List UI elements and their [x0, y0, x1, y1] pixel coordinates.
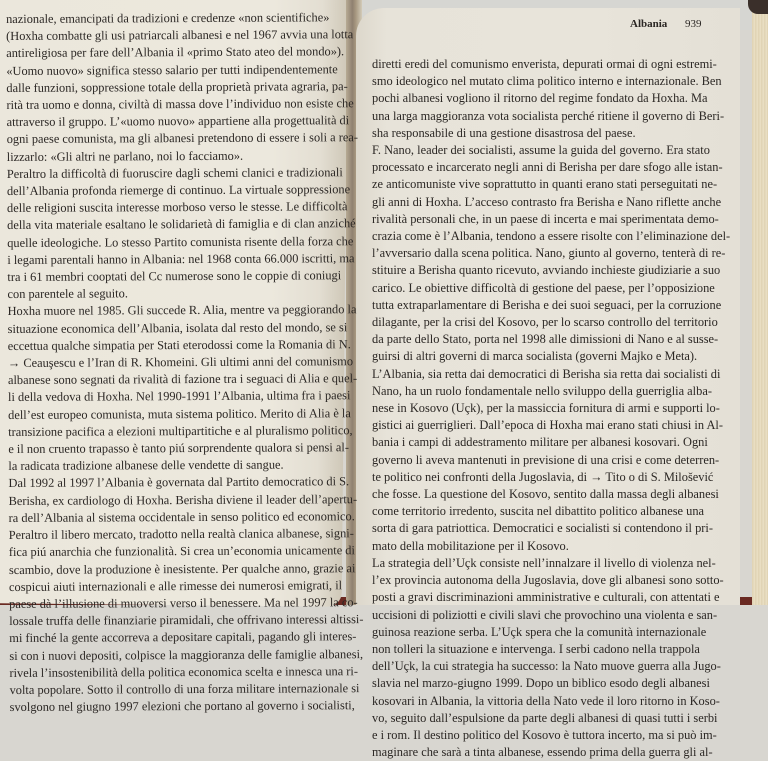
page-number: 939 — [685, 18, 702, 30]
text-line: svolgono nel giugno 1997 elezioni che portano al governo i socialisti, — [9, 698, 355, 715]
text-line: stituire a Berisha quanto ricevuto, avviando inchieste giudiziarie a suo — [372, 263, 721, 278]
text-line: bania i campi di addestramento militare per albanesi kosovari. Ogni — [372, 435, 708, 450]
text-line: Peraltro il libero mercato, tradotto nella realtà clanica albanese, signi- — [8, 526, 354, 543]
text-line: situazione economica dell’Albania, isolata dal resto del mondo, se si — [7, 319, 348, 336]
text-line: tra i 61 membri cooptati del Cc numerose sono le coppie di coniugi — [7, 268, 342, 285]
text-line: da parte dello Stato, porta nel 1998 alle dimissioni di Nano e al susse- — [372, 332, 719, 347]
text-line: crazia come è l’Albania, tendono a essere risolte con l’eliminazione del- — [372, 229, 731, 244]
text-line: nese in Kosovo (Uçk), per la massiccia fornitura di armi e supporti lo- — [372, 401, 720, 416]
text-line: i legami parentali hanno in Albania: nel 1968 conta 66.000 iscritti, ma — [7, 251, 355, 267]
text-line: eccettua qualche simpatia per Stati eterodossi come la Romania di N. — [7, 337, 351, 353]
text-line: Dal 1992 al 1997 l’Albania è governata dal Partito democratico di S. — [8, 474, 350, 491]
text-line: uccisioni di poliziotti e civili slavi che provochino una violenta e san- — [372, 607, 718, 622]
text-line: te politico nei confronti della Jugoslavia, di → Tito o di S. Milošević — [372, 469, 714, 484]
text-line: smo ideologico nel mutato clima politico interno e internazionale. Ben — [372, 74, 722, 89]
text-line: gli anni di Hoxha. L’acceso contrasto fra Berisha e Nano riflette anche — [372, 194, 722, 209]
text-line: tutta extraparlamentare di Berisha e dei suoi seguaci, per la corruzione — [372, 297, 722, 312]
text-line: kosovari in Albania, la vittoria della Nato vede il loro ritorno in Koso- — [372, 693, 720, 708]
text-line: Berisha, ex cardiologo di Hoxha. Berisha diviene il leader dell’apertu- — [8, 491, 358, 508]
text-line: mato della mobilitazione per il Kosovo. — [372, 538, 569, 553]
text-line: guirsi di altri governi di marca socialista (governi Majko e Meta). — [372, 349, 698, 364]
page-stack-edges — [752, 10, 768, 605]
text-line: governo li aveva mantenuti in previsione di una crisi e come deterren- — [372, 452, 720, 467]
text-line: processato e incarcerato negli anni di Berisha per dare sfogo alle istan- — [372, 160, 723, 175]
text-line: li della vedova di Hoxha. Nel 1990-1991 l’Albania, ultima fra i paesi — [7, 388, 351, 405]
text-line: gistici ai guerriglieri. Dall’epoca di Hoxha mai erano stati chiusi in Al- — [372, 418, 723, 433]
left-page-text — [6, 9, 364, 716]
text-line: rivela l’insostenibilità della politica economica scelta e innesca una ri- — [9, 663, 359, 680]
text-line: ze anticomuniste vive soprattutto in quanti erano stati perseguitati ne- — [372, 177, 718, 192]
text-line: rità tra uomo e donna, civiltà di massa dove l’individuo non esiste che — [6, 96, 354, 113]
text-line: lizzarlo: «Gli altri ne parlano, noi lo facciamo». — [6, 148, 244, 164]
text-line: albanese sono segnati da rivalità di fazione tra i seguaci di Alia e quel- — [7, 371, 358, 388]
text-line: pochi albanesi vogliono il ritorno del regime fondato da Hoxha. Ma — [372, 91, 708, 106]
text-line: scambio, dove la produzione è inesistente. Per qualche anno, grazie ai — [8, 560, 356, 577]
text-line: dalle funzioni, soppressione totale della proprietà privata agraria, pa- — [6, 79, 348, 95]
text-line: dell’est europeo comunista, muta sistema politico. Merito di Alia è la — [8, 405, 351, 422]
text-line: carico. Le obiettive difficoltà di gestione del paese, per l’opposizione — [372, 280, 715, 295]
text-line: slavia nel marzo-giugno 1999. Dopo un biblico esodo degli albanesi — [372, 676, 710, 691]
text-line: nazionale, emancipati da tradizioni e credenze «non scientifiche» — [6, 10, 330, 26]
text-line: l’ex provincia autonoma della Jugoslavia, dove gli albanesi sono sotto- — [372, 573, 724, 588]
text-line: maginare che sarà a tinta albanese, essendo prima della guerra gli al- — [372, 745, 713, 760]
text-line: Peraltro la difficoltà di fuoruscire dagli schemi clanici e tradizionali — [6, 165, 343, 181]
text-line: vo, seguito dall’espulsione da parte degli albanesi di quasi tutti i serbi — [372, 710, 718, 725]
text-line: ra dell’Albania al sistema occidentale in senso politico ed economico. — [8, 509, 355, 525]
text-line: dell’Albania profonda riemerge di continuo. La virtuale soppressione — [6, 182, 351, 199]
text-line: «Uomo nuovo» significa stesso salario per tutti indipendentemente — [6, 61, 338, 78]
text-line: transizione pacifica a elezioni multipartitiche e al pluralismo politico, — [8, 423, 353, 439]
text-line: posti a gravi discriminazioni amministrative e culturali, con attentati e — [372, 590, 720, 605]
book-cover-corner — [748, 0, 768, 14]
text-line: Hoxha muore nel 1985. Gli succede R. Alia, mentre va peggiorando la — [7, 302, 357, 319]
text-line: l’avversario dalla scena politica. Nano, giunto al governo, tenterà di re- — [372, 246, 726, 261]
text-line: quelle ideologiche. Lo stesso Partito comunista risente della forza che — [7, 233, 354, 250]
text-line: guinosa reazione serba. L’Uçk spera che la comunità internazionale — [372, 624, 707, 639]
text-line: (Hoxha combatte gli usi patriarcali albanesi e nel 1967 avvia una lotta — [6, 27, 354, 44]
right-page-text — [372, 56, 730, 761]
text-line: che fosse. La questione del Kosovo, sentito dalla massa degli albanesi — [372, 487, 719, 502]
text-line: dell’Uçk, la cui strategia ha successo: la Nato muove guerra alla Jugo- — [372, 659, 721, 674]
text-line: con parentele al seguito. — [7, 286, 128, 302]
text-line: L’Albania, sia retta dai democratici di Berisha sia retta dai socialisti di — [372, 366, 721, 381]
text-line: antireligiosa per fare dell’Albania il «primo Stato ateo del mondo»). — [6, 44, 345, 61]
text-line: F. Nano, leader dei socialisti, assume la guida del governo. Era stato — [372, 143, 710, 158]
text-line: e il non cruento trapasso è tanto piú sorprendente qualora si pensi al- — [8, 440, 349, 457]
text-line: fica piú anarchia che funzionalità. Si crea un’economia unicamente di — [8, 543, 355, 560]
text-line: rivalità personali che, in un paese di incerta e mai sperimentata demo- — [372, 211, 719, 226]
text-line: lossale truffa delle finanziarie piramidali, che offrivano interessi altissi- — [9, 612, 364, 629]
text-line: mi finché la gente accorreva a depositare capitali, pagando gli interes- — [9, 629, 357, 646]
text-line: sha responsabile di una gestione disastrosa del paese. — [372, 125, 636, 140]
text-line: paese dà l’illusione di muoversi verso il benessere. Ma nel 1997 la co- — [9, 595, 358, 611]
text-line: si con i nuovi depositi, colpisce la maggioranza delle famiglie albanesi, — [9, 646, 364, 663]
text-line: volta popolare. Sotto il controllo di una forza militare internazionale si — [9, 681, 360, 697]
text-line: delle religioni suscita interesse morboso verso le stesse. Le difficoltà — [6, 199, 348, 216]
text-line: diretti eredi del comunismo enverista, depurati ormai di ogni estremi- — [372, 57, 717, 71]
text-line: La strategia dell’Uçk consiste nell’innalzare il livello di violenza nel- — [372, 555, 716, 570]
text-line: attraverso il gruppo. L’«uomo nuovo» appartiene alla progettualità di — [6, 113, 350, 130]
text-line: cospicui aiuti internazionali e alle rimesse dei numerosi emigrati, il — [8, 577, 343, 594]
text-line: come territorio irredento, suscita nel dibattito politico albanese una — [372, 504, 705, 519]
text-line: e i rom. Il destino politico del Kosovo è tuttora incerto, ma si può im- — [372, 727, 717, 742]
text-line: sorta di gara patriottica. Democratici e socialisti si contendono il pri- — [372, 521, 713, 536]
text-line: non tolleri la situazione e intervenga. I serbi cadono nella trappola — [372, 641, 700, 656]
text-line: Nano, ha un ruolo fondamentale nello sviluppo della guerriglia alba- — [372, 383, 712, 398]
text-line: dilagante, per la crisi del Kosovo, per lo scarso controllo del territorio — [372, 315, 718, 330]
text-line: → Ceauşescu e l’Iran di R. Khomeini. Gli ultimi anni del comunismo — [7, 354, 354, 371]
text-line: una larga maggioranza vota socialista perché ritiene il governo di Beri- — [372, 108, 725, 123]
text-line: la radicata tradizione albanese delle vendette di sangue. — [8, 457, 284, 474]
running-head: Albania — [630, 18, 668, 30]
text-line: ogni paese comunista, ma gli albanesi pretendono di essere i soli a rea- — [6, 130, 359, 147]
text-line: della vita materiale esaltano le solidarietà di famiglia e di clan anziché — [7, 216, 356, 233]
